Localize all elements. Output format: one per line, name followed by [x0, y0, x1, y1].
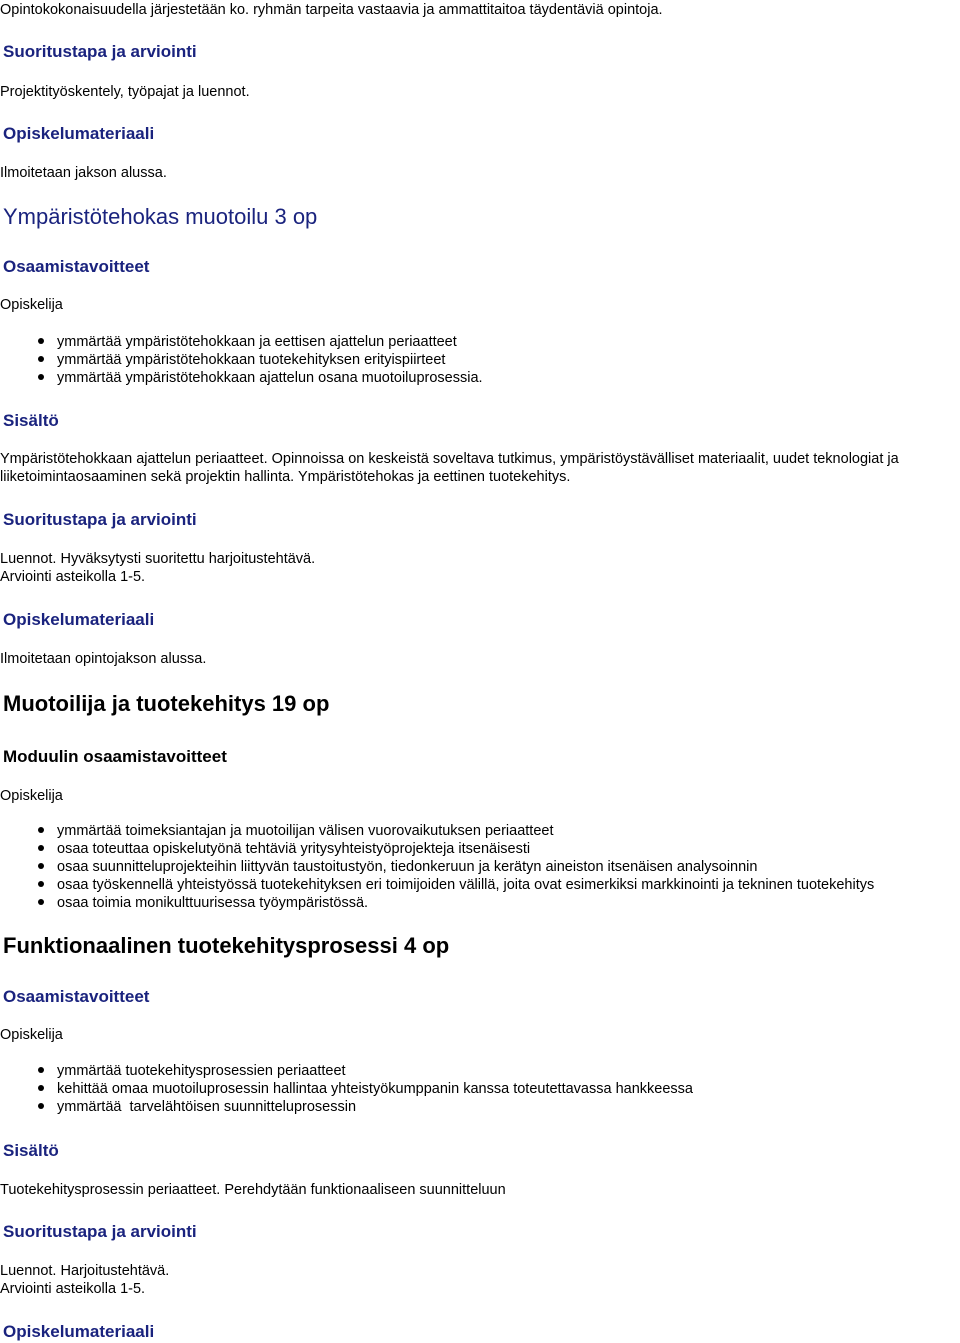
opiskelumateriaali-text: Ilmoitetaan opintojakson alussa.: [0, 651, 207, 667]
heading-opiskelumateriaali: Opiskelumateriaali: [3, 610, 155, 629]
heading-moduulin-osaamistavoitteet: Moduulin osaamistavoitteet: [3, 747, 227, 766]
list-item: ymmärtää ympäristötehokkaan ja eettisen ajattelun periaatteet: [38, 333, 483, 351]
list-item: osaa työskennellä yhteistyössä tuotekehityksen eri toimijoiden välillä, joita ovat esimerkiksi markkinointi ja tekninen tuotekehitys: [38, 876, 874, 894]
suoritustapa-text: Luennot. Hyväksytysti suoritettu harjoitustehtävä.: [0, 551, 316, 567]
goals-list: [38, 822, 874, 912]
list-item: ymmärtää ympäristötehokkaan tuotekehityksen erityispiirteet: [38, 351, 483, 369]
course-title: Funktionaalinen tuotekehitysprosessi 4 op: [3, 933, 450, 958]
bullet-icon: [38, 338, 44, 344]
heading-suoritustapa: Suoritustapa ja arviointi: [3, 42, 197, 61]
heading-osaamistavoitteet: Osaamistavoitteet: [3, 987, 150, 1006]
opiskelija-label: Opiskelija: [0, 297, 63, 313]
course-title: Ympäristötehokas muotoilu 3 op: [3, 204, 318, 229]
bullet-icon: [38, 899, 44, 905]
arviointi-text: Arviointi asteikolla 1-5.: [0, 1281, 146, 1297]
heading-opiskelumateriaali: Opiskelumateriaali: [3, 124, 155, 143]
heading-osaamistavoitteet: Osaamistavoitteet: [3, 257, 150, 276]
bullet-icon: [38, 374, 44, 380]
list-item: osaa suunnitteluprojekteihin liittyvän taustoitustyön, tiedonkeruun ja kerätyn aineiston itsenäisen analysoinnin: [38, 858, 874, 876]
list-item: ymmärtää toimeksiantajan ja muotoilijan välisen vuorovaikutuksen periaatteet: [38, 822, 874, 840]
bullet-icon: [38, 863, 44, 869]
list-item: osaa toimia monikulttuurisessa työympäristössä.: [38, 894, 874, 912]
bullet-icon: [38, 881, 44, 887]
bullet-icon: [38, 845, 44, 851]
list-item: osaa toteuttaa opiskelutyönä tehtäviä yritysyhteistyöprojekteja itsenäisesti: [38, 840, 874, 858]
sisalto-text: Tuotekehitysprosessin periaatteet. Perehdytään funktionaaliseen suunnitteluun: [0, 1182, 506, 1198]
list-item: ymmärtää tarvelähtöisen suunnitteluprosessin: [38, 1098, 693, 1116]
sisalto-line: liiketoimintaosaaminen sekä projektin hallinta. Ympäristötehokas ja eettinen tuotekehitys.: [0, 469, 571, 485]
bullet-icon: [38, 1085, 44, 1091]
heading-sisalto: Sisältö: [3, 1141, 59, 1160]
heading-opiskelumateriaali: Opiskelumateriaali: [3, 1322, 155, 1341]
list-item: kehittää omaa muotoiluprosessin hallintaa yhteistyökumppanin kanssa toteutettavassa hankkeessa: [38, 1080, 693, 1098]
sisalto-line: Ympäristötehokkaan ajattelun periaatteet. Opinnoissa on keskeistä soveltava tutkimus, ympäristöystävälliset materiaalit, uudet teknologiat ja: [0, 451, 899, 467]
list-item: ymmärtää tuotekehitysprosessien periaatteet: [38, 1062, 693, 1080]
heading-sisalto: Sisältö: [3, 411, 59, 430]
opiskelija-label: Opiskelija: [0, 788, 63, 804]
bullet-icon: [38, 827, 44, 833]
list-item: ymmärtää ympäristötehokkaan ajattelun osana muotoiluprosessia.: [38, 369, 483, 387]
heading-suoritustapa: Suoritustapa ja arviointi: [3, 510, 197, 529]
goals-list: [38, 1062, 693, 1116]
bullet-icon: [38, 356, 44, 362]
arviointi-text: Arviointi asteikolla 1-5.: [0, 569, 146, 585]
module-title: Muotoilija ja tuotekehitys 19 op: [3, 691, 330, 716]
heading-suoritustapa: Suoritustapa ja arviointi: [3, 1222, 197, 1241]
opiskelija-label: Opiskelija: [0, 1027, 63, 1043]
intro-text: Opintokokonaisuudella järjestetään ko. ryhmän tarpeita vastaavia ja ammattitaitoa täydentäviä opintoja.: [0, 2, 663, 18]
suoritustapa-text: Luennot. Harjoitustehtävä.: [0, 1263, 170, 1279]
bullet-icon: [38, 1103, 44, 1109]
suoritustapa-text: Projektityöskentely, työpajat ja luennot.: [0, 84, 250, 100]
opiskelumateriaali-text: Ilmoitetaan jakson alussa.: [0, 165, 167, 181]
goals-list: [38, 333, 483, 387]
bullet-icon: [38, 1067, 44, 1073]
